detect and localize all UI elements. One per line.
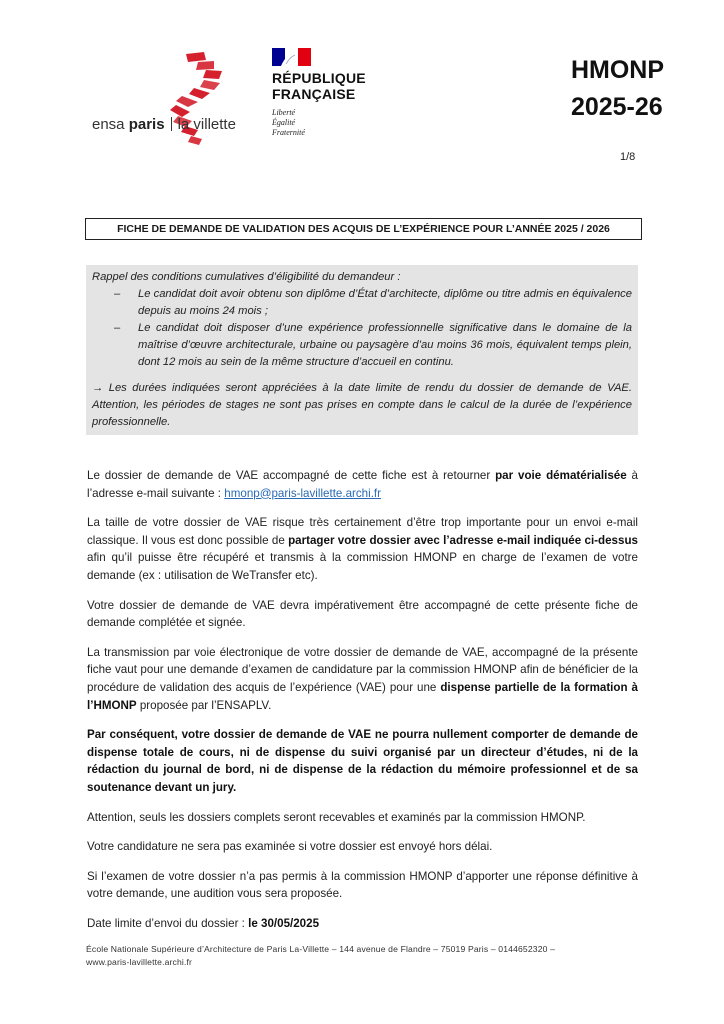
text-run: à l’adresse e-mail suivante :: [87, 469, 639, 500]
dash-bullet: –: [114, 288, 121, 300]
rf-name-line1: RÉPUBLIQUE: [272, 70, 366, 86]
ensa-logo: [86, 50, 256, 150]
reminder-list: [92, 286, 632, 371]
paragraph-complete-files: Attention, seuls les dossiers complets seront recevables et examinés par la commission HMONP.: [87, 810, 586, 824]
republique-francaise-logo: [258, 46, 368, 146]
text-bold: partager votre dossier avec l’adresse e-mail indiquée ci-dessus: [288, 533, 638, 547]
rf-name: [272, 70, 366, 102]
rf-motto-3: Fraternité: [272, 128, 305, 137]
document-code: [571, 52, 664, 126]
rf-motto-2: Égalité: [272, 118, 296, 127]
ensa-prefix: ensa: [92, 116, 125, 133]
paragraph-consequence: [87, 726, 638, 796]
body-text: [87, 467, 638, 944]
paragraph-submission: [87, 467, 638, 502]
ensa-city: paris: [128, 116, 165, 133]
page-number: 1/8: [620, 151, 636, 163]
document-code-line1: HMONP: [570, 56, 664, 84]
ensa-separator: [171, 117, 172, 131]
rf-motto: [272, 108, 305, 138]
text-run: La transmission par voie électronique de votre dossier de demande de VAE, accompagné de la présente fiche vaut pour une demande d’examen de candidature par la commission HMONP afin de bénéficier de la procédure de validation des acquis de l’expérience (VAE) pour une: [87, 645, 638, 694]
reminder-item: [92, 320, 632, 371]
text-run: Date limite d’envoi du dossier :: [87, 916, 249, 930]
paragraph-form-required: Votre dossier de demande de VAE devra impérativement être accompagné de cette présente fiche de demande complétée et signée.: [87, 598, 638, 630]
text-bold: dispense partielle de la formation à l’HMONP: [87, 680, 638, 712]
document-code-line2: 2025-26: [570, 93, 663, 121]
reminder-intro: Rappel des conditions cumulatives d’éligibilité du demandeur :: [92, 271, 401, 283]
dash-bullet: –: [114, 322, 121, 334]
text-bold: Par conséquent, votre dossier de demande de VAE ne pourra nullement comporter de demande de dispense totale de cours, ni de dispense du suivi organisé par un directeur d’études, ni de la rédaction du journal de bord, ni de dispense de la rédaction du mémoire professionnel et de sa soutenance devant un jury.: [87, 728, 638, 794]
reminder-item-text: Le candidat doit disposer d’une expérience professionnelle significative dans le domaine de la maîtrise d’œuvre architecturale, urbaine ou paysagère d’au moins 36 mois, équivalent temps plein, dont 12 mois au sein de la même structure d’accueil en continu.: [138, 322, 632, 368]
text-run: Le dossier de demande de VAE accompagné de cette fiche est à retourner: [87, 469, 496, 482]
form-title: FICHE DE DEMANDE DE VALIDATION DES ACQUIS DE L’EXPÉRIENCE POUR L’ANNÉE 2025 / 2026: [85, 218, 642, 240]
rf-motto-1: Liberté: [272, 108, 296, 117]
eligibility-reminder: [86, 265, 638, 435]
rf-name-line2: FRANÇAISE: [272, 86, 356, 102]
ensa-wordmark: [92, 116, 236, 133]
page-footer: [86, 943, 646, 969]
paragraph-file-size: [87, 514, 638, 584]
deadline-date: le 30/05/2025: [248, 916, 320, 930]
text-run: La taille de votre dossier de VAE risque très certainement d’être trop importante pour un envoi e-mail classique. Il vous est donc possible de: [87, 516, 638, 547]
paragraph-audition: Si l’examen de votre dossier n’a pas permis à la commission HMONP d’apporter une réponse définitive à votre demande, une audition vous sera proposée.: [87, 869, 638, 901]
text-run: proposée par l’ENSAPLV.: [136, 698, 272, 712]
footer-website: www.paris-lavillette.archi.fr: [86, 957, 193, 967]
text-bold: par voie dématérialisée: [495, 469, 627, 482]
marianne-icon: [272, 48, 312, 68]
ensa-district: la villette: [177, 116, 236, 133]
reminder-note: → Les durées indiquées seront appréciées à la date limite de rendu du dossier de demande de VAE. Attention, les périodes de stages ne sont pas prises en compte dans le calcul de la durée de l’expérience professionnelle.: [92, 382, 632, 428]
reminder-item-text: Le candidat doit avoir obtenu son diplôme d’État d’architecte, diplôme ou titre admis en équivalence depuis au moins 24 mois ;: [138, 288, 632, 317]
paragraph-deadline-warning: Votre candidature ne sera pas examinée si votre dossier est envoyé hors délai.: [87, 840, 493, 854]
text-run: afin qu’il puisse être récupéré et transmis à la commission HMONP en charge de l’examen de votre demande (ex : utilisation de WeTransfer etc).: [87, 551, 638, 582]
reminder-item: [92, 286, 632, 320]
paragraph-transmission: [87, 644, 638, 714]
paragraph-deadline: [87, 915, 638, 933]
email-link[interactable]: hmonp@paris-lavillette.archi.fr: [224, 486, 382, 500]
footer-address: École Nationale Supérieure d’Architecture de Paris La-Villette – 144 avenue de Flandre – 75019 Paris – 0144652320 –: [86, 944, 556, 954]
ensa-staircase-icon: [86, 50, 256, 150]
